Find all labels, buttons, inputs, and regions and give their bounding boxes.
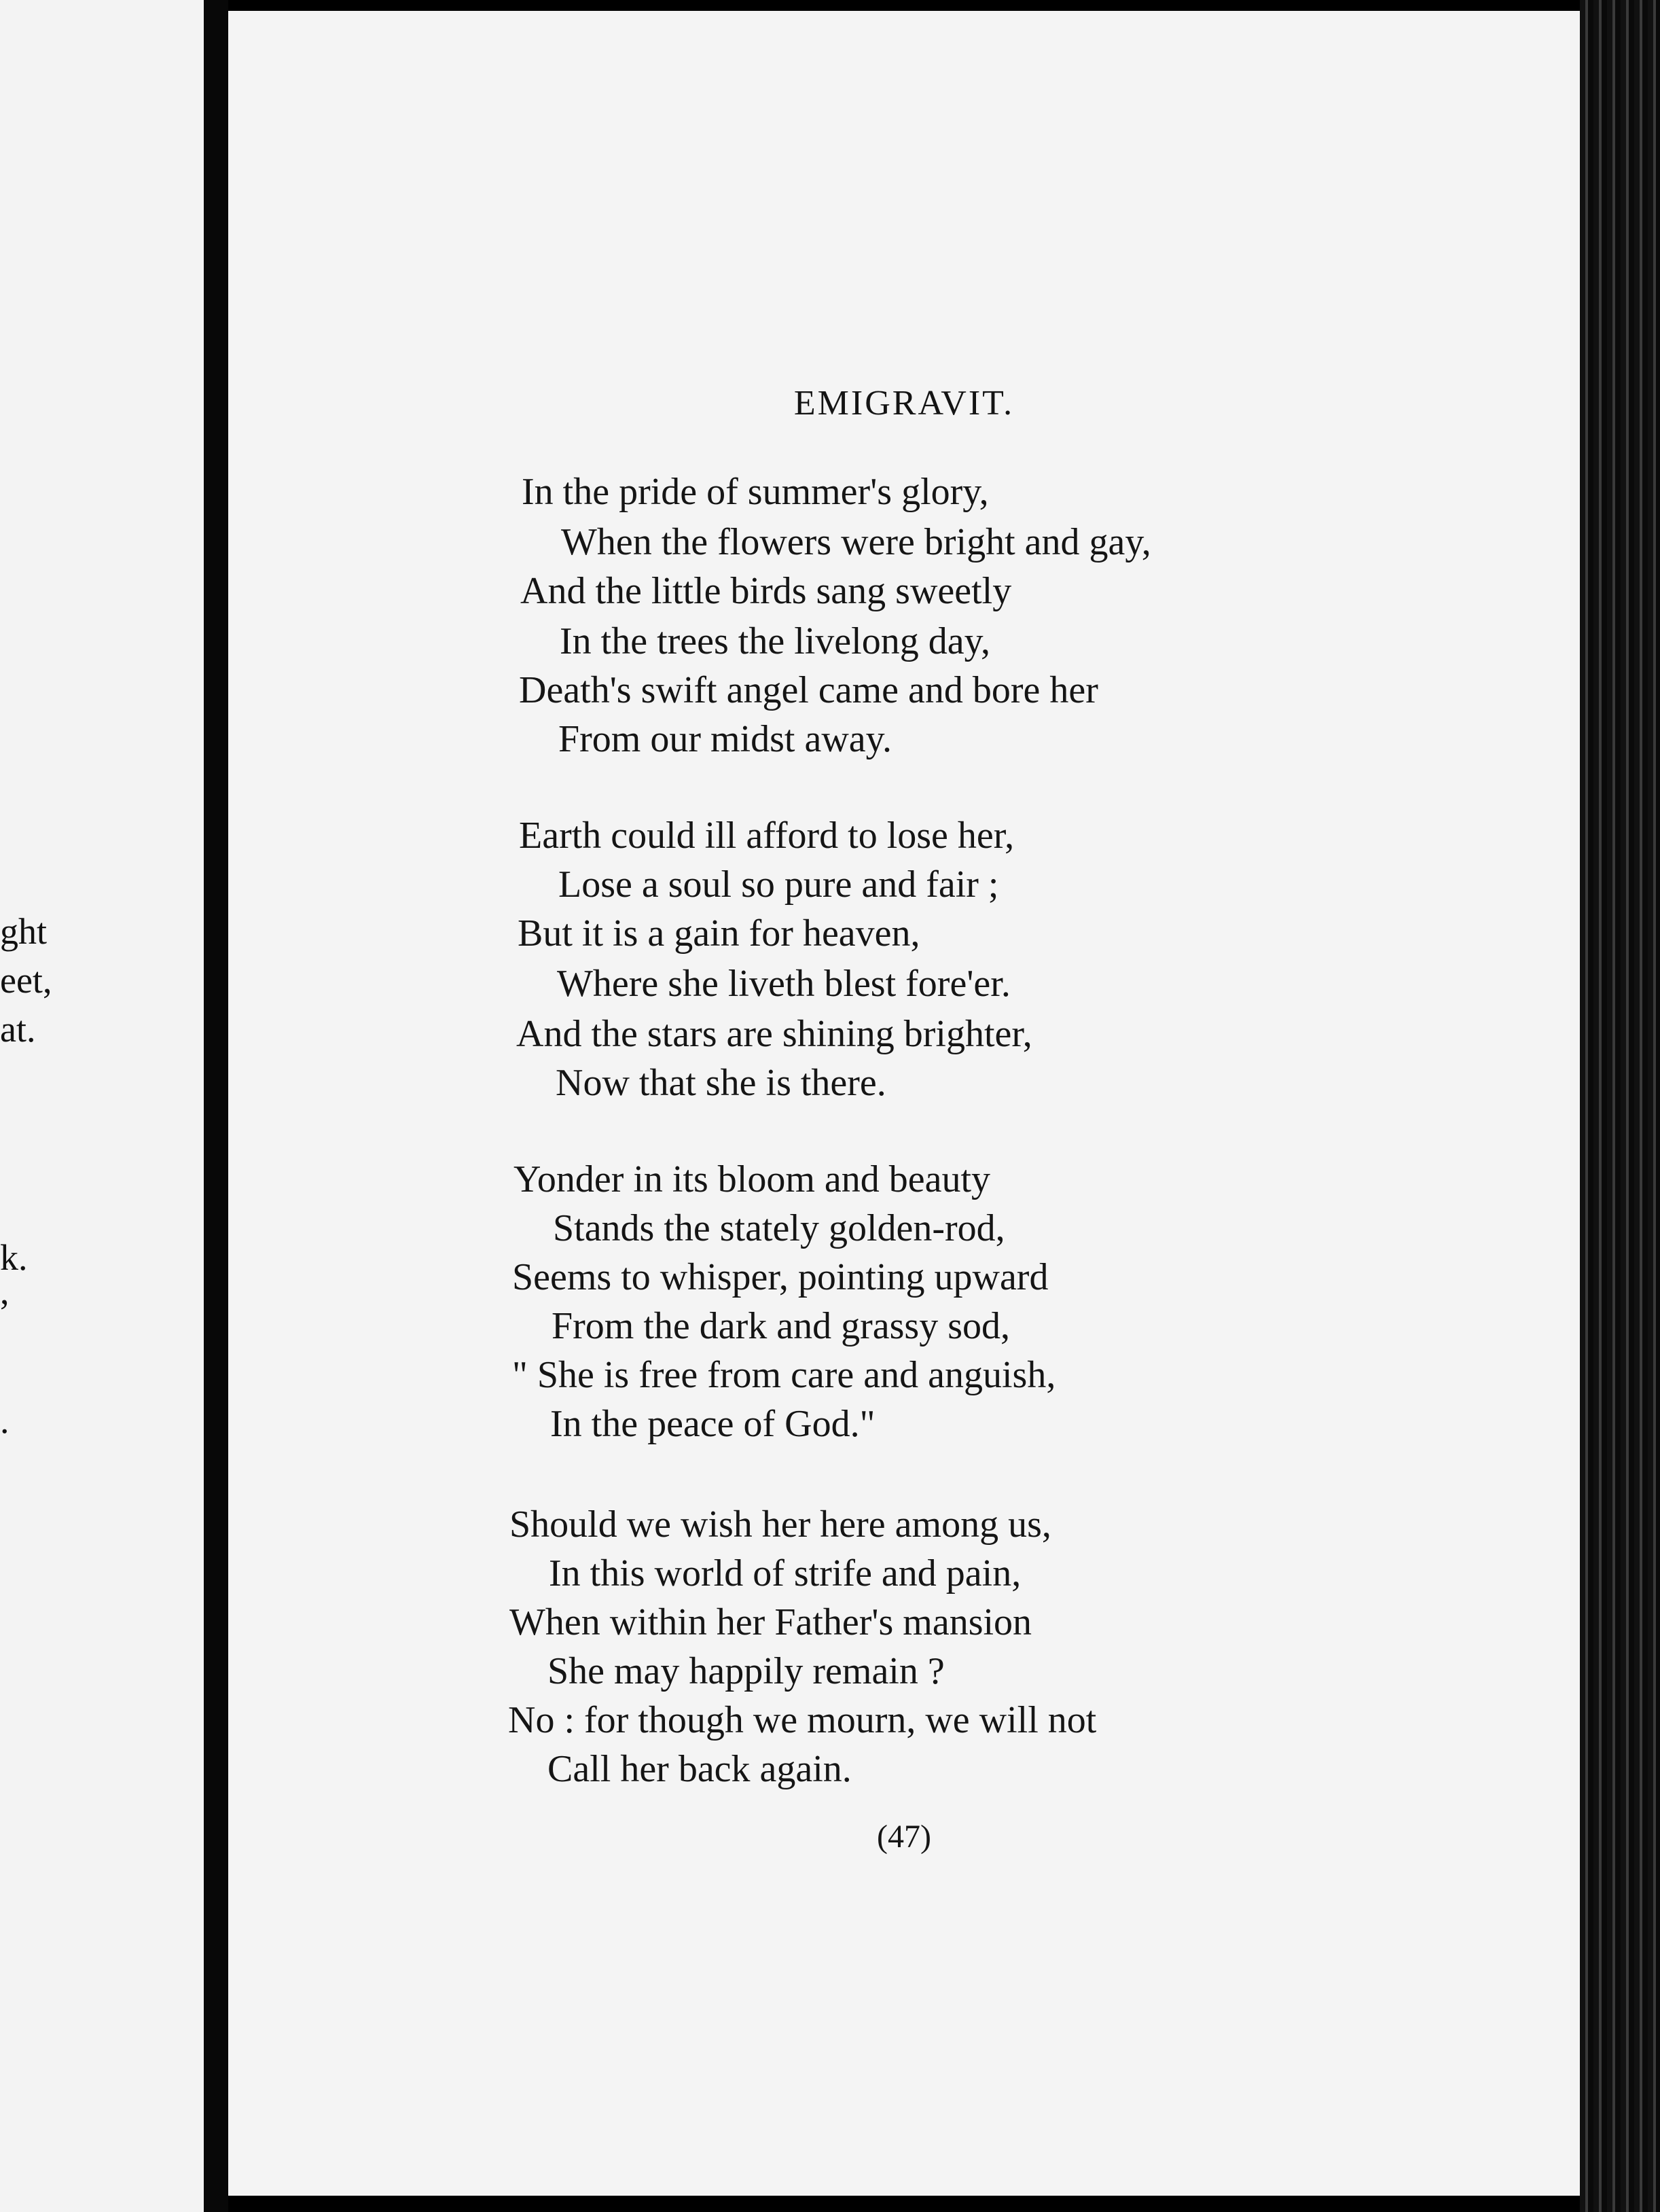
stanza-4-line-6: Call her back again.: [547, 1748, 852, 1790]
stanza-1-line-6: From our midst away.: [558, 718, 892, 760]
stanza-1-line-4: In the trees the livelong day,: [560, 620, 990, 662]
stanza-2-line-3: But it is a gain for heaven,: [518, 912, 920, 955]
poem-title: EMIGRAVIT.: [793, 384, 1015, 423]
book-page-edges: [1580, 0, 1660, 2212]
stanza-3-line-5: " She is free from care and anguish,: [512, 1354, 1056, 1396]
left-fragment-6: .: [0, 1400, 10, 1441]
stanza-4-line-1: Should we wish her here among us,: [509, 1503, 1051, 1546]
left-fragment-5: ,: [0, 1271, 10, 1312]
stanza-4-line-3: When within her Father's mansion: [509, 1601, 1032, 1643]
left-fragment-2: eet,: [0, 960, 52, 1001]
stanza-2-line-2: Lose a soul so pure and fair ;: [558, 863, 999, 906]
left-fragment-3: at.: [0, 1009, 36, 1050]
stanza-4-line-4: She may happily remain ?: [547, 1650, 945, 1692]
stanza-3-line-1: Yonder in its bloom and beauty: [513, 1158, 991, 1200]
stanza-3-line-4: From the dark and grassy sod,: [552, 1305, 1011, 1347]
page-number: (47): [877, 1819, 931, 1855]
stanza-1-line-5: Death's swift angel came and bore her: [519, 669, 1098, 711]
stanza-2-line-4: Where she liveth blest fore'er.: [557, 963, 1011, 1005]
stanza-1-line-3: And the little birds sang sweetly: [520, 570, 1012, 612]
right-page: [228, 11, 1580, 2196]
stanza-1-line-2: When the flowers were bright and gay,: [561, 521, 1151, 563]
left-fragment-1: ght: [0, 911, 48, 952]
stanza-2-line-1: Earth could ill afford to lose her,: [519, 815, 1015, 857]
stanza-2-line-5: And the stars are shining brighter,: [516, 1013, 1032, 1055]
left-fragment-4: k.: [0, 1237, 28, 1278]
book-gutter: [204, 0, 228, 2212]
stanza-4-line-5: No : for though we mourn, we will not: [508, 1699, 1097, 1741]
stanza-2-line-6: Now that she is there.: [556, 1062, 886, 1104]
stanza-4-line-2: In this world of strife and pain,: [549, 1552, 1022, 1594]
stanza-3-line-3: Seems to whisper, pointing upward: [512, 1256, 1049, 1298]
left-facing-page: [0, 0, 204, 2212]
stanza-1-line-1: In the pride of summer's glory,: [522, 471, 989, 513]
stanza-3-line-6: In the peace of God.": [550, 1403, 876, 1445]
stanza-3-line-2: Stands the stately golden-rod,: [553, 1207, 1005, 1249]
